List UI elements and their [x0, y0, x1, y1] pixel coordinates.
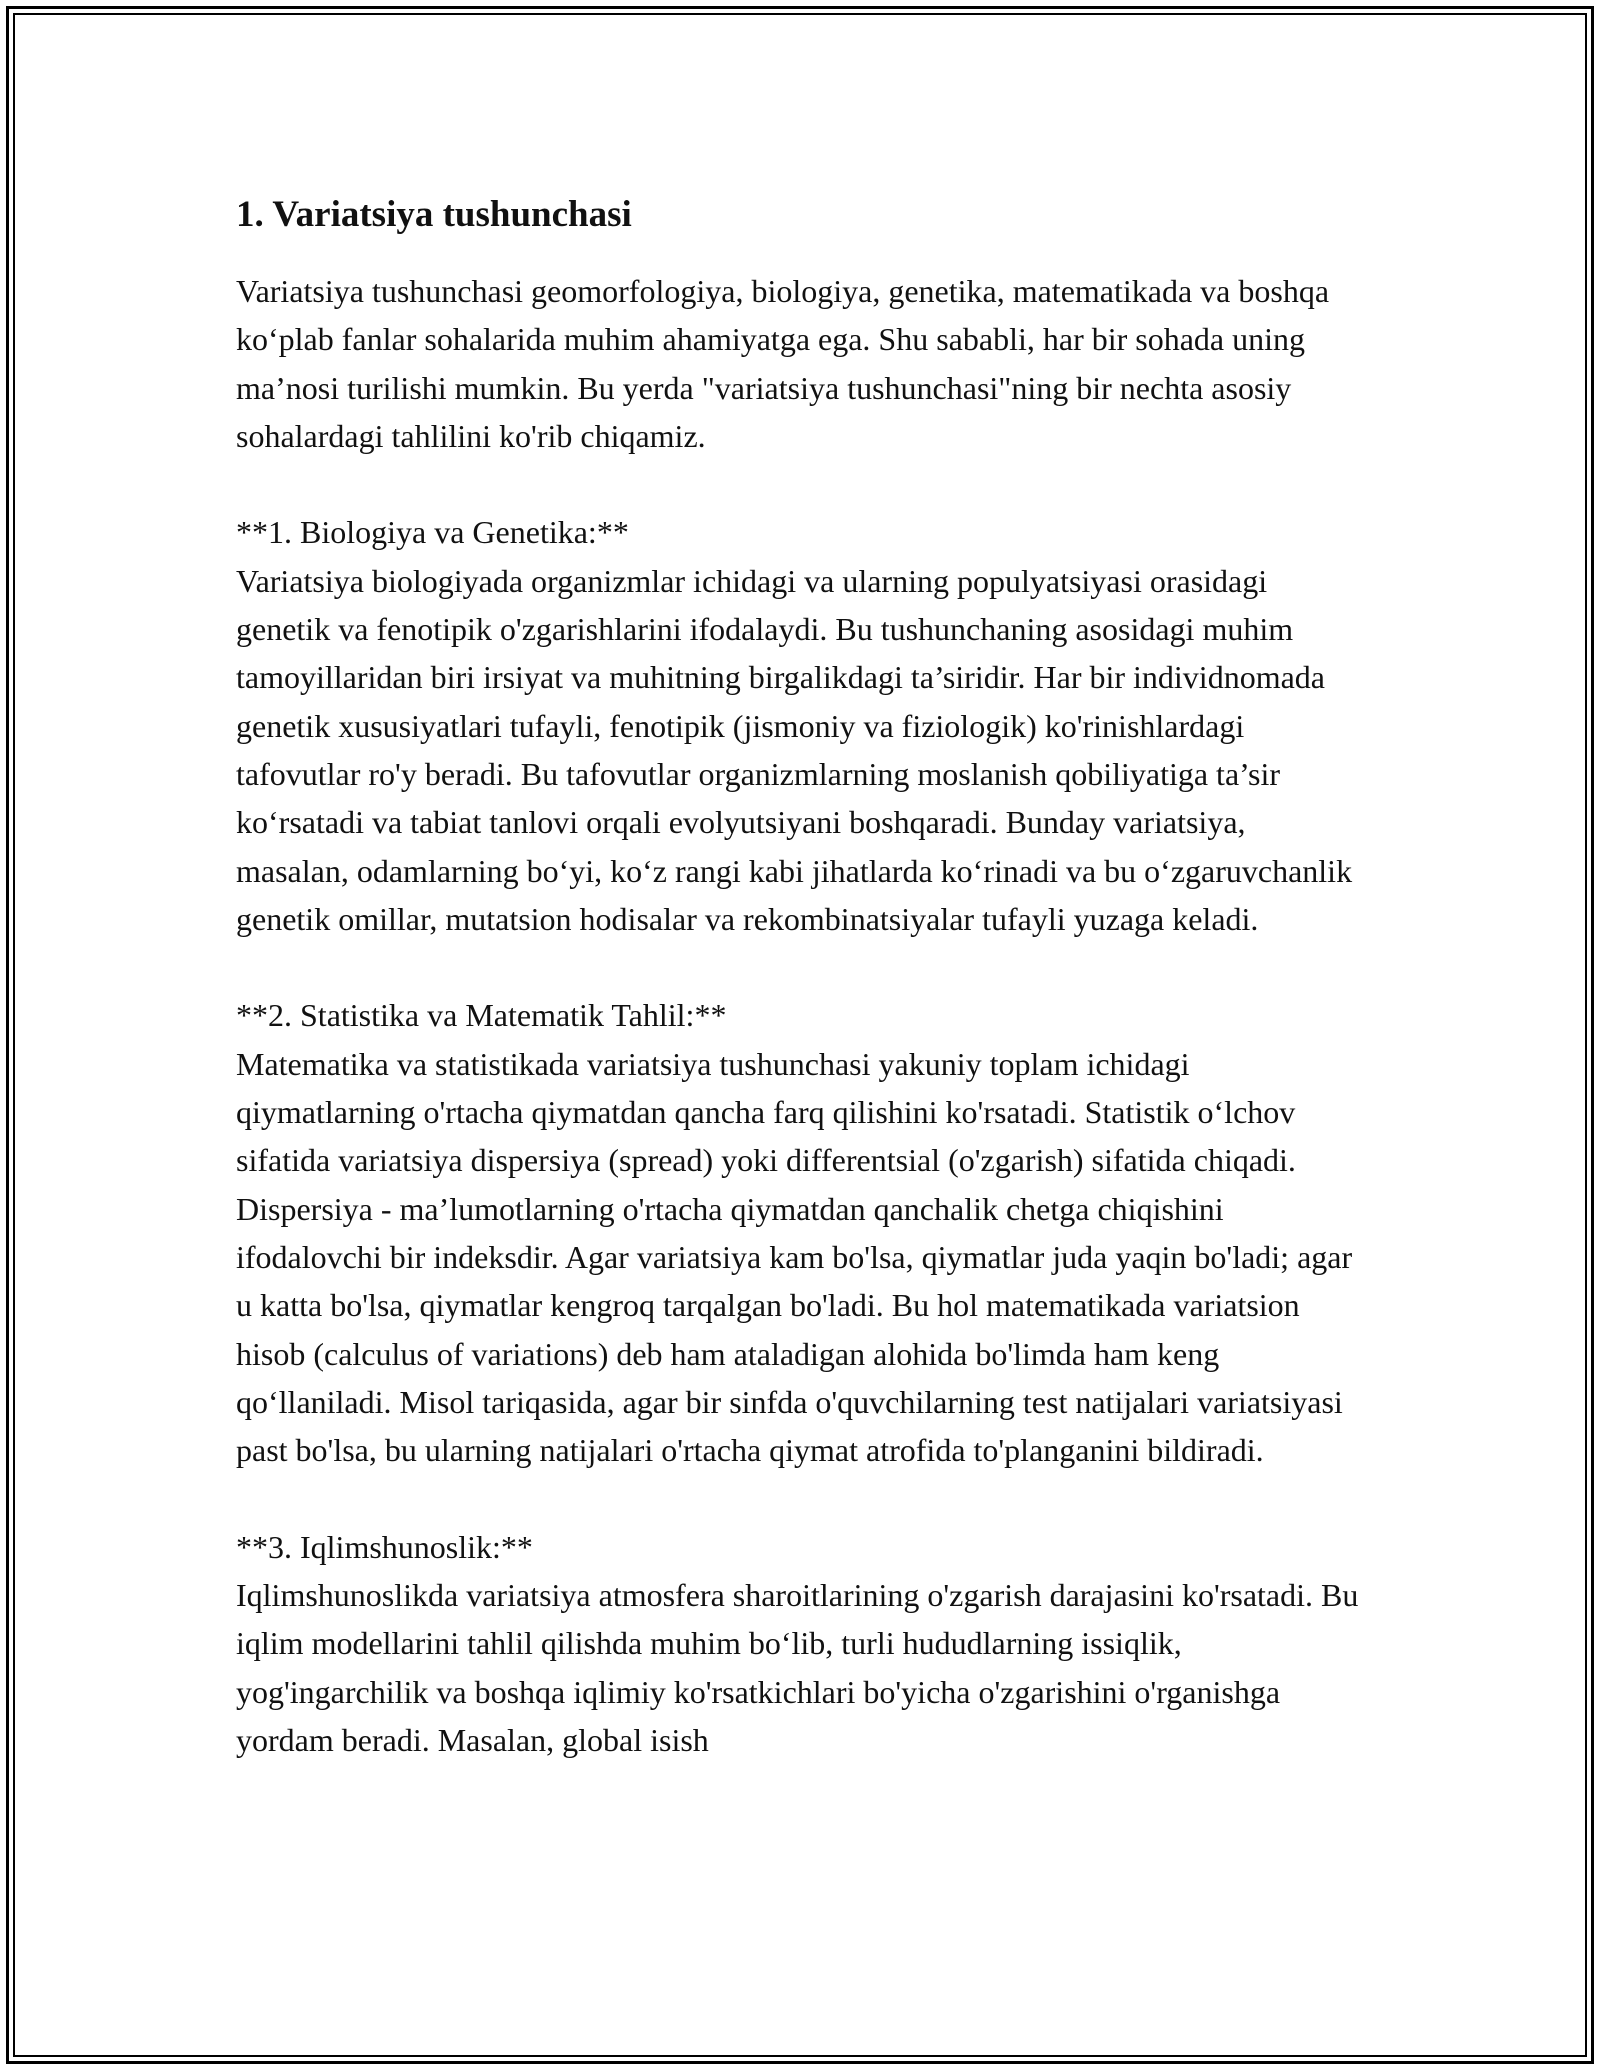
section-title-statistics: **2. Statistika va Matematik Tahlil:**: [236, 997, 727, 1034]
page-title: 1. Variatsiya tushunchasi: [236, 194, 632, 235]
paragraph-gap: [236, 460, 1366, 508]
section-body-biology: Variatsiya biologiyada organizmlar ichidagi va ularning populyatsiyasi orasidagi genetik va fenotipik o'zgarishlarini ifodalaydi. Bu tushunchaning asosidagi muhim tamoyillaridan biri irsiyat va muhitning birgalikdagi ta’siridir. Har bir individnomada genetik xususiyatlari tufayli, fenotipik (jismoniy va fiziologik) ko'rinishlardagi tafovutlar ro'y beradi. Bu tafovutlar organizmlarning moslanish qobiliyatiga ta’sir ko‘rsatadi va tabiat tanlovi orqali evolyutsiyani boshqaradi. Bunday variatsiya, masalan, odamlarning bo‘yi, ko‘z rangi kabi jihatlarda ko‘rinadi va bu o‘zgaruvchanlik genetik omillar, mutatsion hodisalar va rekombinatsiyalar tufayli yuzaga keladi.: [236, 562, 1353, 937]
intro-paragraph: Variatsiya tushunchasi geomorfologiya, biologiya, genetika, matematikada va boshqa ko‘plab fanlar sohalarida muhim ahamiyatga ega. Shu sababli, har bir sohada uning ma’nosi turilishi mumkin. Bu yerda "variatsiya tushunchasi"ning bir nechta asosiy sohalardagi tahlilini ko'rib chiqamiz.: [236, 273, 1330, 454]
paragraph-gap: [236, 943, 1366, 991]
section-body-statistics: Matematika va statistikada variatsiya tushunchasi yakuniy toplam ichidagi qiymatlarning o'rtacha qiymatdan qancha farq qilishini ko'rsatadi. Statistik o‘lchov sifatida variatsiya dispersiya (spread) yoki differentsial (o'zgarish) sifatida chiqadi. Dispersiya - ma’lumotlarning o'rtacha qiymatdan qanchalik chetga chiqishini ifodalovchi bir indeksdir. Agar variatsiya kam bo'lsa, qiymatlar juda yaqin bo'ladi; agar u katta bo'lsa, qiymatlar kengroq tarqalgan bo'ladi. Bu hol matematikada variatsion hisob (calculus of variations) deb ham ataladigan alohida bo'limda ham keng qo‘llaniladi. Misol tariqasida, agar bir sinfda o'quvchilarning test natijalari variatsiyasi past bo'lsa, bu ularning natijalari o'rtacha qiymat atrofida to'planganini bildiradi.: [236, 1045, 1353, 1469]
section-title-biology: **1. Biologiya va Genetika:**: [236, 514, 629, 551]
section-body-climatology: Iqlimshunoslikda variatsiya atmosfera sharoitlarining o'zgarish darajasini ko'rsatadi. Bu iqlim modellarini tahlil qilishda muhim bo‘lib, turli hududlarning issiqlik, yog'ingarchilik va boshqa iqlimiy ko'rsatkichlari bo'yicha o'zgarishini o'rganishga yordam beradi. Masalan, global isish: [236, 1577, 1359, 1758]
document-content: [236, 185, 1366, 1764]
paragraph-gap: [236, 1474, 1366, 1522]
section-title-climatology: **3. Iqlimshunoslik:**: [236, 1528, 533, 1565]
